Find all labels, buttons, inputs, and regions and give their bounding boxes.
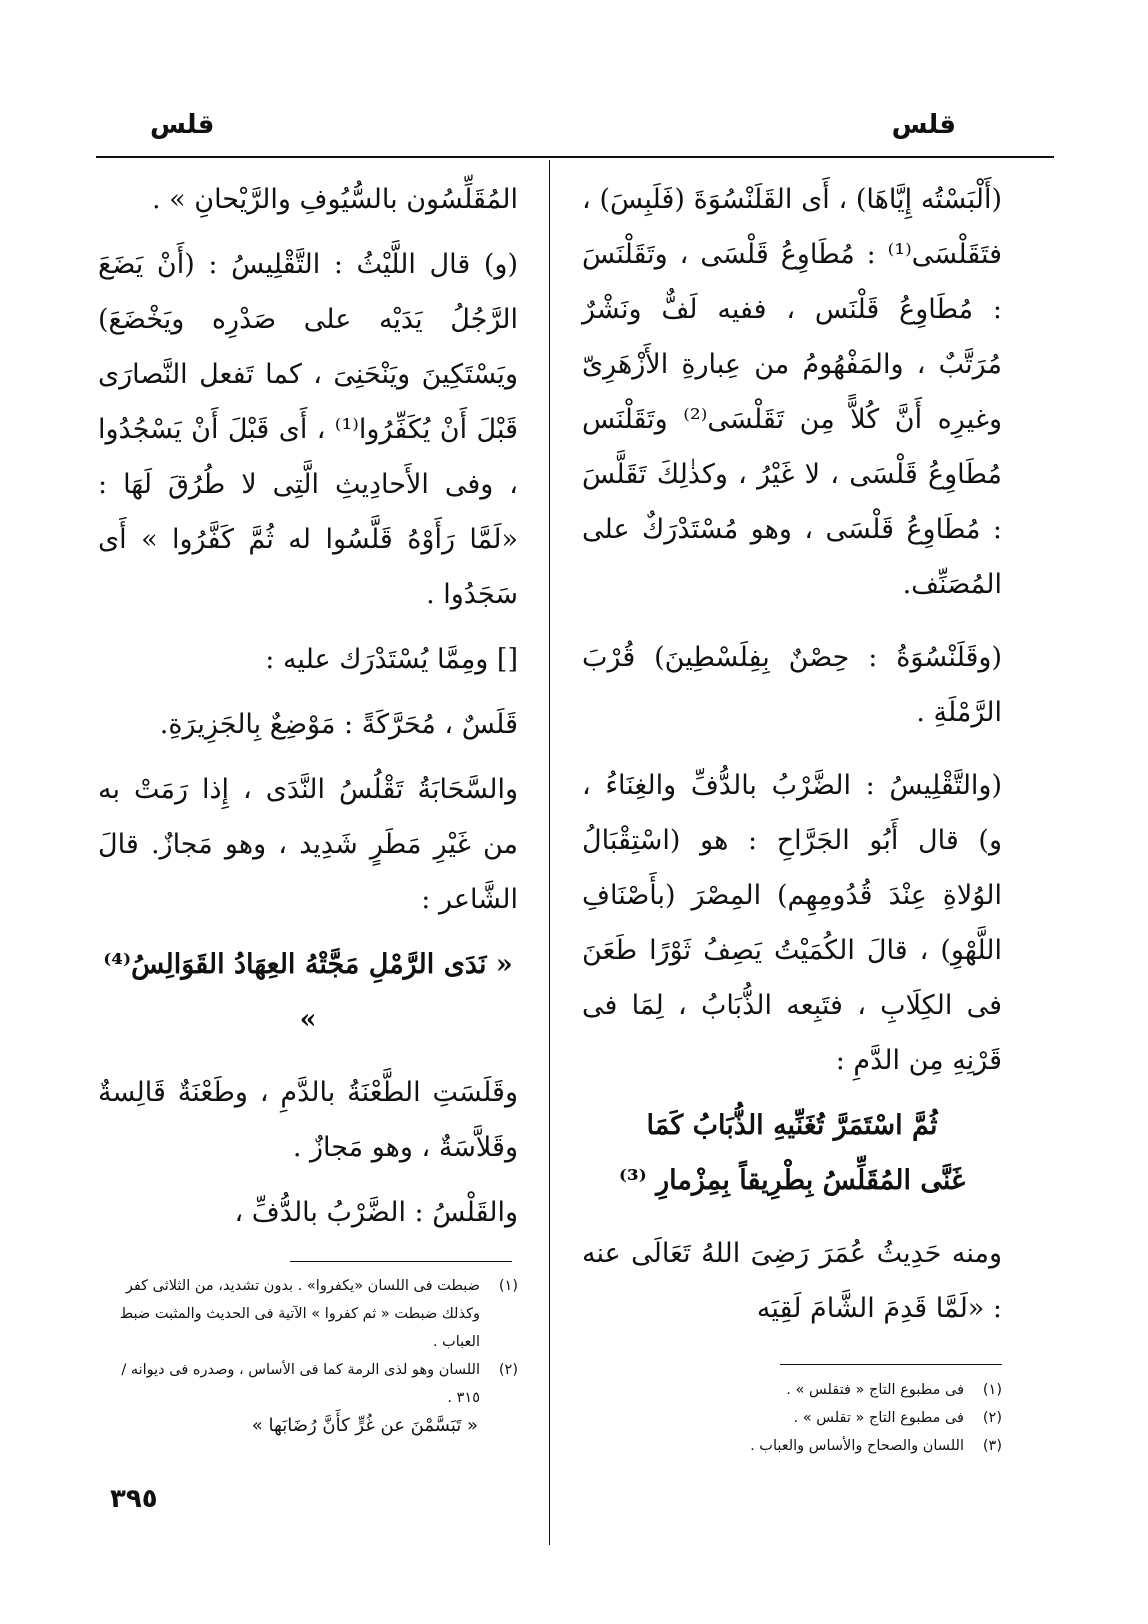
verse-line: « نَدَى الرَّمْلِ مَجَّتْهُ العِهَادُ القَوَالِسُ⁽⁴⁾ » bbox=[103, 949, 513, 1035]
footnote-text: فى مطبوع التاج « فتقلس » . bbox=[786, 1382, 964, 1398]
footnotes-left bbox=[98, 1272, 518, 1440]
footnote bbox=[98, 1356, 518, 1412]
footnote-rule bbox=[780, 1364, 1002, 1365]
left-column bbox=[98, 172, 518, 1250]
footnote-rule bbox=[290, 1261, 512, 1262]
footnotes-right bbox=[582, 1376, 1002, 1460]
verse-line: ثُمَّ اسْتَمَرَّ تُغَنِّيهِ الذُّبَابُ كَمَا bbox=[646, 1110, 938, 1141]
footnote-number: (٢) bbox=[982, 1410, 1002, 1426]
paragraph: ومنه حَدِيثُ عُمَرَ رَضِىَ اللهُ تَعَالَى عنه : «لَمَّا قَدِمَ الشَّامَ لَقِيَه bbox=[582, 1238, 1002, 1324]
footnote-text: ضبطت فى اللسان «يكفروا» . بدون تشديد، من الثلاثى كفر وكذلك ضبطت « ثم كفروا » الآتية فى الحديث والمثبت ضبط العباب . bbox=[119, 1278, 480, 1350]
footnote-number: (١) bbox=[982, 1382, 1002, 1398]
right-column bbox=[582, 172, 1002, 1346]
paragraph: (أَلْبَسْتُه إِيَّاهَا) ، أَى القَلَنْسُوَةَ (فَلَبِسَ) ، فتَقَلْسَى⁽¹⁾ : مُطَاوِعُ قَلْسَى ، وتَقَلْنَسَ : مُطَاوِعُ قَلْنَس ، ففيه لَفٌّ ونَشْرٌ مُرَتَّبٌ ، والمَفْهُومُ من عِبارةِ الأَزْهَرِىّ وغيرِه أَنَّ كُلاًّ مِن تَقَلْسَى⁽²⁾ وتَقَلْنَس مُطَاوِعُ قَلْسَى ، لا غَيْرُ ، وكذٰلِكَ تَقَلَّسَ : مُطَاوِعُ قَلْسَى ، وهو مُسْتَدْرَكٌ على المُصَنِّف. bbox=[582, 184, 1002, 600]
footnote-text: فى مطبوع التاج « تقلس » . bbox=[793, 1410, 964, 1426]
column-divider bbox=[549, 160, 550, 1545]
paragraph: (و) قال اللَّيْثُ : التَّقْلِيسُ : (أَنْ يَضَعَ الرَّجُلُ يَدَيْه على صَدْرِه ويَخْضَعَ) ويَسْتَكِينَ ويَنْحَنِىَ ، كما تَفعل النَّصارَى قَبْلَ أَنْ يُكَفِّرُوا⁽¹⁾ ، أَى قَبْلَ أَنْ يَسْجُدُوا ، وفى الأَحادِيثِ الَّتِى لا طُرُقَ لَهَا : «لَمَّا رَأَوْهُ قَلَّسُوا له ثُمَّ كَفَّرُوا » أَى سَجَدُوا . bbox=[98, 249, 518, 610]
footnote-number: (٣) bbox=[982, 1438, 1002, 1454]
verse-line: غَنَّى المُقَلِّسُ بِطْرِيقاً بِمِزْمارِ ⁽³⁾ bbox=[618, 1165, 966, 1196]
footnote bbox=[582, 1432, 1002, 1460]
paragraph: والسَّحَابَةُ تَقْلُسُ النَّدَى ، إِذا رَمَتْ به من غَيْرِ مَطَرٍ شَدِيد ، وهو مَجازٌ. قالَ الشَّاعر : bbox=[98, 774, 518, 915]
footnote-number: (١) bbox=[498, 1278, 518, 1294]
running-head-left: قلس bbox=[150, 110, 215, 140]
footnote bbox=[582, 1376, 1002, 1404]
footnote-text: اللسان والصحاح والأساس والعباب . bbox=[750, 1438, 964, 1454]
paragraph: (والتَّقْلِيسُ : الضَّرْبُ بالدُّفِّ والغِنَاءُ ، و) قال أَبُو الجَرَّاحِ : هو (اسْتِقْبَالُ الوُلاةِ عِنْدَ قُدُومِهِم) المِصْرَ (بأَصْنَافِ اللَّهْوِ) ، قالَ الكُمَيْتُ يَصِفُ ثَوْرًا طَعَنَ فى الكِلَابِ ، فتَبِعه الذُّبَابُ ، لِمَا فى قَرْنِهِ مِن الدَّمِ : bbox=[582, 770, 1002, 1076]
footnote-number: (٢) bbox=[498, 1362, 518, 1378]
page-number: ٣٩٥ bbox=[110, 1484, 158, 1514]
paragraph: (وقَلَنْسُوَةُ : حِصْنٌ بِفِلَسْطِينَ) قُرْبَ الرَّمْلَةِ . bbox=[582, 642, 1002, 728]
section-heading: [] ومِمَّا يُسْتَدْرَك عليه : bbox=[265, 644, 518, 675]
footnote-verse: « تَبَسَّمْنَ عن غُرٍّ كأَنَّ رُضَابَها » bbox=[251, 1415, 478, 1436]
footnote-text: اللسان وهو لذى الرمة كما فى الأساس ، وصدره فى ديوانه / ٣١٥ . bbox=[121, 1362, 480, 1406]
footnote bbox=[582, 1404, 1002, 1432]
paragraph: قَلَسٌ ، مُحَرَّكَةً : مَوْضِعٌ بِالجَزِيرَةِ. bbox=[159, 709, 518, 740]
header-rule bbox=[96, 156, 1054, 158]
footnote bbox=[98, 1272, 518, 1356]
paragraph: والقَلْسُ : الضَّرْبُ بالدُّفِّ ، bbox=[234, 1197, 518, 1228]
paragraph: المُقَلِّسُون بالسُّيُوفِ والرَّيْحانِ » . bbox=[151, 184, 518, 215]
running-head-right: قلس bbox=[891, 110, 956, 140]
paragraph: وقَلَسَتِ الطَّعْنَةُ بالدَّمِ ، وطَعْنَةٌ قَالِسةٌ وقَلاَّسَةٌ ، وهو مَجازٌ . bbox=[98, 1077, 518, 1163]
